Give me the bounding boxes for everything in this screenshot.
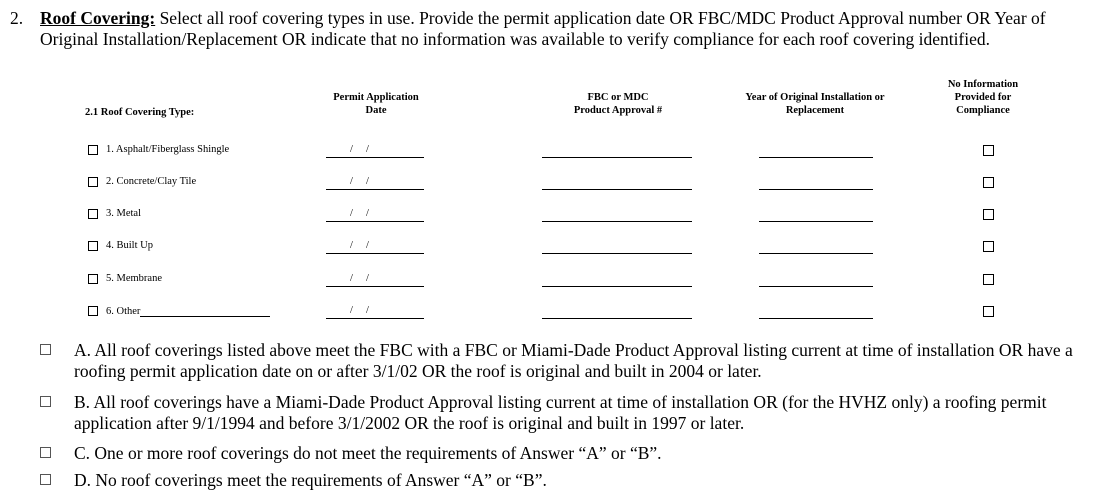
other-specify-field[interactable] [140, 305, 270, 317]
installation-year-field[interactable] [759, 144, 873, 158]
no-information-checkbox[interactable] [983, 241, 994, 252]
date-separator: / [366, 176, 369, 187]
column-header-permit-date [312, 91, 440, 117]
installation-year-field[interactable] [759, 273, 873, 287]
roof-type-label-other [106, 305, 270, 317]
date-separator: / [350, 273, 353, 284]
date-separator: / [366, 240, 369, 251]
answer-checkbox[interactable] [40, 447, 51, 458]
header-line: Provided for [954, 92, 1012, 103]
permit-date-field[interactable] [326, 144, 424, 158]
permit-date-field[interactable] [326, 273, 424, 287]
roof-type-row [0, 174, 1114, 196]
answer-checkbox[interactable] [40, 474, 51, 485]
no-information-checkbox[interactable] [983, 177, 994, 188]
section-intro [10, 8, 1105, 49]
no-information-checkbox[interactable] [983, 274, 994, 285]
no-information-checkbox[interactable] [983, 306, 994, 317]
answer-checkbox[interactable] [40, 344, 51, 355]
header-line: Year of Original Installation or [745, 92, 885, 103]
permit-date-field[interactable] [326, 176, 424, 190]
date-separator: / [350, 144, 353, 155]
section-number: 2. [10, 8, 24, 28]
roof-type-checkbox[interactable] [88, 177, 98, 187]
other-label-text: 6. Other [106, 306, 141, 317]
answer-checkbox[interactable] [40, 396, 51, 407]
roof-type-row [0, 142, 1114, 164]
product-approval-field[interactable] [542, 176, 692, 190]
answer-text: B. All roof coverings have a Miami-Dade Product Approval listing current at time of installation OR (for the HVHZ only) a roofing permit application after 9/1/1994 and before 3/1/2002 OR the roof is original and built in 1997 or later. [74, 392, 1047, 433]
product-approval-field[interactable] [542, 305, 692, 319]
roof-type-checkbox[interactable] [88, 241, 98, 251]
roof-type-row [0, 271, 1114, 293]
roof-type-row [0, 238, 1114, 260]
column-header-no-information [927, 78, 1039, 117]
date-separator: / [366, 144, 369, 155]
section-heading: Roof Covering: [40, 8, 156, 28]
installation-year-field[interactable] [759, 240, 873, 254]
date-separator: / [350, 176, 353, 187]
roof-type-checkbox[interactable] [88, 306, 98, 316]
installation-year-field[interactable] [759, 176, 873, 190]
product-approval-field[interactable] [542, 144, 692, 158]
roof-type-checkbox[interactable] [88, 145, 98, 155]
header-line: Permit Application [333, 92, 419, 103]
roof-type-checkbox[interactable] [88, 274, 98, 284]
no-information-checkbox[interactable] [983, 209, 994, 220]
product-approval-field[interactable] [542, 208, 692, 222]
roof-type-label: 1. Asphalt/Fiberglass Shingle [106, 144, 230, 155]
roof-type-row [0, 303, 1114, 325]
header-line: Product Approval # [573, 105, 663, 116]
roof-type-checkbox[interactable] [88, 209, 98, 219]
product-approval-field[interactable] [542, 273, 692, 287]
header-line: FBC or MDC [587, 92, 649, 103]
roof-type-label: 2. Concrete/Clay Tile [106, 176, 197, 187]
answer-text: A. All roof coverings listed above meet the FBC with a FBC or Miami-Dade Product Approval listing current at time of installation OR have a roofing permit application date on or after 3/1/02 OR the roof is original and built in 2004 or later. [74, 340, 1073, 381]
answer-text: D. No roof coverings meet the requirements of Answer “A” or “B”. [74, 470, 547, 490]
permit-date-field[interactable] [326, 208, 424, 222]
answer-text: C. One or more roof coverings do not meet the requirements of Answer “A” or “B”. [74, 443, 662, 463]
header-line: Replacement [785, 105, 845, 116]
column-header-type: 2.1 Roof Covering Type: [85, 107, 195, 118]
header-line: Date [365, 105, 387, 116]
date-separator: / [366, 273, 369, 284]
installation-year-field[interactable] [759, 305, 873, 319]
roof-type-label: 5. Membrane [106, 273, 162, 284]
date-separator: / [350, 208, 353, 219]
header-line: Compliance [956, 105, 1010, 116]
roof-type-label: 3. Metal [106, 208, 141, 219]
section-text [40, 8, 1105, 49]
roof-type-label: 4. Built Up [106, 240, 153, 251]
no-information-checkbox[interactable] [983, 145, 994, 156]
permit-date-field[interactable] [326, 305, 424, 319]
column-header-product-approval [545, 91, 691, 117]
date-separator: / [350, 305, 353, 316]
permit-date-field[interactable] [326, 240, 424, 254]
product-approval-field[interactable] [542, 240, 692, 254]
roof-type-row [0, 206, 1114, 228]
installation-year-field[interactable] [759, 208, 873, 222]
section-instructions: Select all roof covering types in use. Provide the permit application date OR FBC/MDC Product Approval number OR Year of Original Installation/Replacement OR indicate that no information was available to verify compliance for each roof covering identified. [40, 8, 1046, 49]
date-separator: / [350, 240, 353, 251]
column-header-year [725, 91, 905, 117]
date-separator: / [366, 305, 369, 316]
date-separator: / [366, 208, 369, 219]
header-line: No Information [947, 79, 1019, 90]
